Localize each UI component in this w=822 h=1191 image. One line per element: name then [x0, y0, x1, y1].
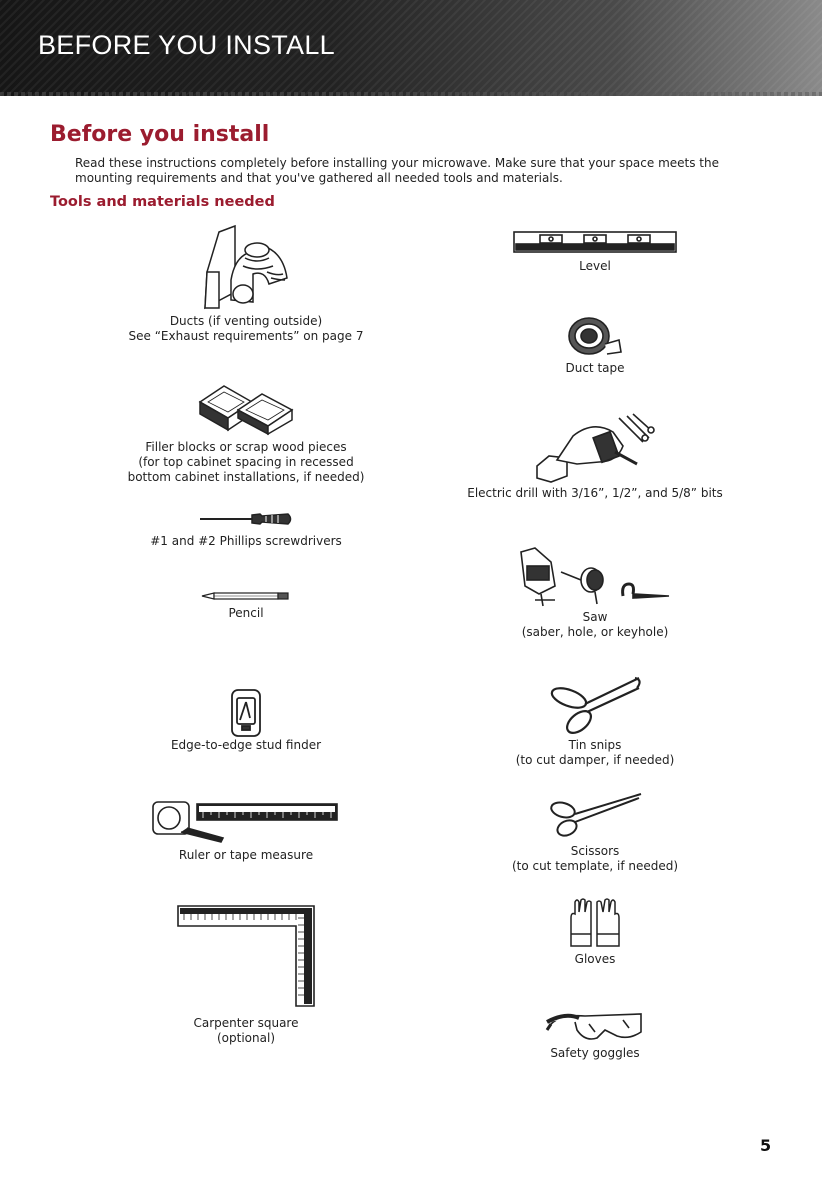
tool-level: [445, 228, 745, 274]
electric-drill-icon: [533, 412, 657, 484]
caption-filler-2: (for top cabinet spacing in recessed: [138, 455, 354, 469]
section-title: Before you install: [50, 122, 270, 147]
tool-tin-snips: [445, 674, 745, 768]
caption-filler-1: Filler blocks or scrap wood pieces: [145, 440, 347, 454]
tool-scissors: [445, 792, 745, 874]
tool-pencil: [96, 590, 396, 621]
caption-ducts-1: Ducts (if venting outside): [169, 314, 323, 328]
page-number: 5: [760, 1136, 772, 1155]
filler-blocks-icon: [196, 384, 296, 436]
tool-drill: [445, 412, 745, 501]
saw-icon: [515, 546, 675, 608]
caption-ruler: Ruler or tape measure: [178, 848, 314, 862]
tool-stud-finder: [96, 688, 396, 753]
tool-filler-blocks: [96, 384, 396, 485]
caption-level: Level: [579, 259, 611, 273]
tool-duct-tape: [445, 316, 745, 376]
banner-edge: [0, 92, 822, 96]
ruler-tape-measure-icon: [151, 796, 341, 844]
tool-gloves: [445, 898, 745, 967]
caption-ducts-2: See “Exhaust requirements” on page 7: [128, 329, 364, 343]
header-banner: [0, 0, 822, 96]
tool-safety-goggles: [445, 1008, 745, 1061]
caption-goggles: Safety goggles: [550, 1046, 640, 1060]
caption-duct-tape: Duct tape: [565, 361, 625, 375]
duct-tape-icon: [565, 316, 625, 358]
intro-paragraph: Read these instructions completely before installing your microwave. Make sure that your space meets the mounting requirements and that you've gathered all needed tools and materials.: [75, 156, 719, 185]
pencil-icon: [200, 590, 292, 602]
caption-scissors-2: (to cut template, if needed): [511, 859, 679, 873]
tin-snips-icon: [545, 674, 645, 736]
caption-saw-1: Saw: [582, 610, 608, 624]
stud-finder-icon: [226, 688, 266, 738]
safety-goggles-icon: [545, 1008, 645, 1044]
carpenter-square-icon: [176, 904, 316, 1008]
caption-drill: Electric drill with 3/16”, 1/2”, and 5/8” bits: [467, 486, 723, 500]
scissors-icon: [545, 792, 645, 840]
tool-carpenter-square: [96, 904, 396, 1046]
ducts-icon: [191, 222, 301, 312]
tool-screwdrivers: [96, 510, 396, 549]
caption-filler-3: bottom cabinet installations, if needed): [127, 470, 365, 484]
caption-stud-finder: Edge-to-edge stud finder: [170, 738, 322, 752]
tool-ducts: [96, 222, 396, 344]
caption-pencil: Pencil: [228, 606, 264, 620]
tool-saw: [445, 546, 745, 640]
caption-screwdrivers: #1 and #2 Phillips screwdrivers: [150, 534, 342, 548]
caption-gloves: Gloves: [574, 952, 616, 966]
caption-tin-snips-1: Tin snips: [568, 738, 622, 752]
banner-title: BEFORE YOU INSTALL: [38, 30, 335, 60]
screwdriver-icon: [198, 510, 294, 528]
tool-ruler: [96, 796, 396, 863]
caption-square-1: Carpenter square: [193, 1016, 299, 1030]
caption-square-2: (optional): [217, 1031, 275, 1045]
caption-scissors-1: Scissors: [570, 844, 620, 858]
gloves-icon: [569, 898, 621, 952]
caption-tin-snips-2: (to cut damper, if needed): [515, 753, 675, 767]
level-icon: [512, 228, 678, 256]
caption-saw-2: (saber, hole, or keyhole): [521, 625, 669, 639]
tools-subtitle: Tools and materials needed: [50, 194, 275, 210]
